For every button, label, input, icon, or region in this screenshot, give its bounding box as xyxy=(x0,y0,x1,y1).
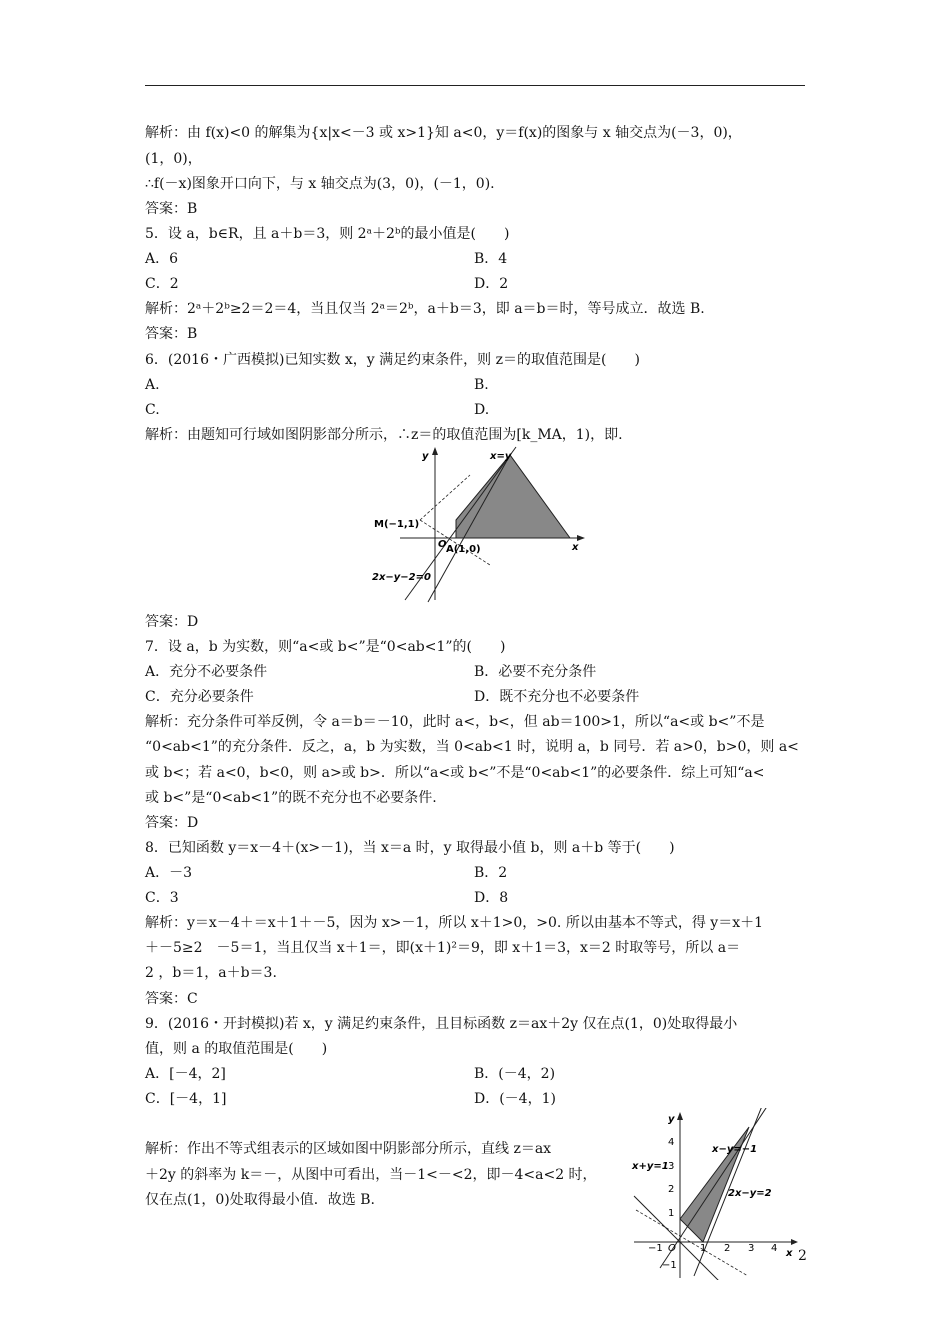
option-c: C．[－4，1] xyxy=(145,1091,227,1107)
question-9: 9．(2016・开封模拟)若 x，y 满足约束条件，且目标函数 z＝ax＋2y 仅在点(1，0)处取得最小 xyxy=(145,1016,738,1032)
y-tick: 4 xyxy=(668,1137,675,1148)
point-m-label: M(−1,1) xyxy=(374,519,420,530)
option-d: D．2 xyxy=(474,276,509,292)
option-c: C．2 xyxy=(145,276,179,292)
text-line: “0<ab<1”的充分条件．反之，a，b 为实数，当 0<ab<1 时，说明 a，b 同号．若 a>0，b>0，则 a< xyxy=(145,739,799,755)
question-6: 6．(2016・广西模拟)已知实数 x，y 满足约束条件，则 z＝的取值范围是( ) xyxy=(145,352,640,368)
option-b: B．必要不充分条件 xyxy=(474,664,597,680)
x-tick: −1 xyxy=(648,1243,663,1254)
option-b: B．2 xyxy=(474,865,508,881)
line-label: x−y=−1 xyxy=(712,1144,758,1155)
option-d: D．(－4，1) xyxy=(474,1091,556,1107)
text-line: 值，则 a 的取值范围是( ) xyxy=(145,1041,328,1057)
option-a: A．－3 xyxy=(145,865,193,881)
line-label: x=y xyxy=(490,451,512,462)
option-b: B. xyxy=(474,377,489,393)
x-axis-label: x xyxy=(572,542,579,553)
line-label: 2x−y=2 xyxy=(728,1188,772,1199)
option-a: A．充分不必要条件 xyxy=(145,664,268,680)
text-line: 仅在点(1，0)处取得最小值．故选 B. xyxy=(145,1192,375,1208)
feasible-region-figure-2 xyxy=(628,1108,800,1280)
text-line: ＋－5≥2 －5＝1，当且仅当 x＋1＝，即(x＋1)²＝9，即 x＋1＝3，x＝2 时取等号，所以 a＝ xyxy=(145,940,741,956)
x-tick: 3 xyxy=(748,1243,755,1254)
text-line: 解析：充分条件可举反例，令 a＝b＝－10，此时 a<，b<，但 ab＝100>1，所以“a<或 b<”不是 xyxy=(145,714,765,730)
text-line: 或 b<”是“0<ab<1”的既不充分也不必要条件. xyxy=(145,790,437,806)
y-axis-label: y xyxy=(668,1114,675,1125)
option-b: B．(－4，2) xyxy=(474,1066,556,1082)
option-d: D．8 xyxy=(474,890,509,906)
option-d: D．既不充分也不必要条件 xyxy=(474,689,640,705)
text-line: 2 ，b＝1，a＋b＝3. xyxy=(145,965,277,981)
y-axis-label: y xyxy=(422,451,429,462)
page-number: 2 xyxy=(798,1248,807,1264)
option-c: C. xyxy=(145,402,160,418)
line-label: x+y=1 xyxy=(632,1161,669,1172)
option-c: C．充分必要条件 xyxy=(145,689,254,705)
question-7: 7．设 a，b 为实数，则“a<或 b<”是“0<ab<1”的( ) xyxy=(145,639,506,655)
origin-label: O xyxy=(668,1243,676,1254)
x-tick: 2 xyxy=(724,1243,731,1254)
y-tick: 1 xyxy=(668,1208,675,1219)
answer-line: 答案：B xyxy=(145,326,198,342)
option-d: D. xyxy=(474,402,490,418)
header-rule xyxy=(145,85,805,86)
question-8: 8．已知函数 y＝x－4＋(x>－1)，当 x＝a 时，y 取得最小值 b，则 a＋b 等于( ) xyxy=(145,840,675,856)
text-line: 解析：作出不等式组表示的区域如图中阴影部分所示，直线 z＝ax xyxy=(145,1141,552,1157)
y-tick: −1 xyxy=(662,1260,677,1271)
answer-line: 答案：B xyxy=(145,201,198,217)
origin-label: O xyxy=(438,539,447,550)
text-line: 或 b<；若 a<0，b<0，则 a>或 b>．所以“a<或 b<”不是“0<ab<1”的必要条件．综上可知“a< xyxy=(145,765,765,781)
y-tick: 3 xyxy=(668,1161,675,1172)
text-line: 解析：y＝x－4＋＝x＋1＋－5，因为 x>－1，所以 x＋1>0，>0. 所以由基本不等式，得 y＝x＋1 xyxy=(145,915,763,931)
option-a: A．6 xyxy=(145,251,179,267)
feasible-region-figure-1 xyxy=(360,445,590,605)
point-a-label: A(1,0) xyxy=(446,544,481,555)
answer-line: 答案：D xyxy=(145,815,199,831)
text-line: 解析：由 f(x)<0 的解集为{x|x<－3 或 x>1}知 a<0，y＝f(x)的图象与 x 轴交点为(－3，0)， xyxy=(145,125,742,141)
text-line: ＋2y 的斜率为 k＝－，从图中可看出，当－1<－<2，即－4<a<2 时， xyxy=(145,1167,597,1183)
x-tick: 1 xyxy=(700,1243,707,1254)
x-axis-label: x xyxy=(786,1248,793,1259)
option-a: A．[－4，2] xyxy=(145,1066,226,1082)
option-a: A. xyxy=(145,377,160,393)
text-line: 解析：由题知可行域如图阴影部分所示，∴z＝的取值范围为[k_MA，1)，即. xyxy=(145,427,623,443)
text-line: 解析：2ᵃ＋2ᵇ≥2＝2＝4，当且仅当 2ᵃ＝2ᵇ，a＋b＝3，即 a＝b＝时，等号成立．故选 B. xyxy=(145,301,705,317)
option-c: C．3 xyxy=(145,890,179,906)
line-label: 2x−y−2=0 xyxy=(372,572,431,583)
x-tick: 4 xyxy=(771,1243,778,1254)
y-tick: 2 xyxy=(668,1184,675,1195)
text-line: (1，0)， xyxy=(145,151,202,167)
question-5: 5．设 a，b∈R，且 a＋b＝3，则 2ᵃ＋2ᵇ的最小值是( ) xyxy=(145,226,510,242)
answer-line: 答案：C xyxy=(145,991,198,1007)
option-b: B．4 xyxy=(474,251,508,267)
answer-line: 答案：D xyxy=(145,614,199,630)
text-line: ∴f(－x)图象开口向下，与 x 轴交点为(3，0)，(－1，0). xyxy=(145,176,495,192)
